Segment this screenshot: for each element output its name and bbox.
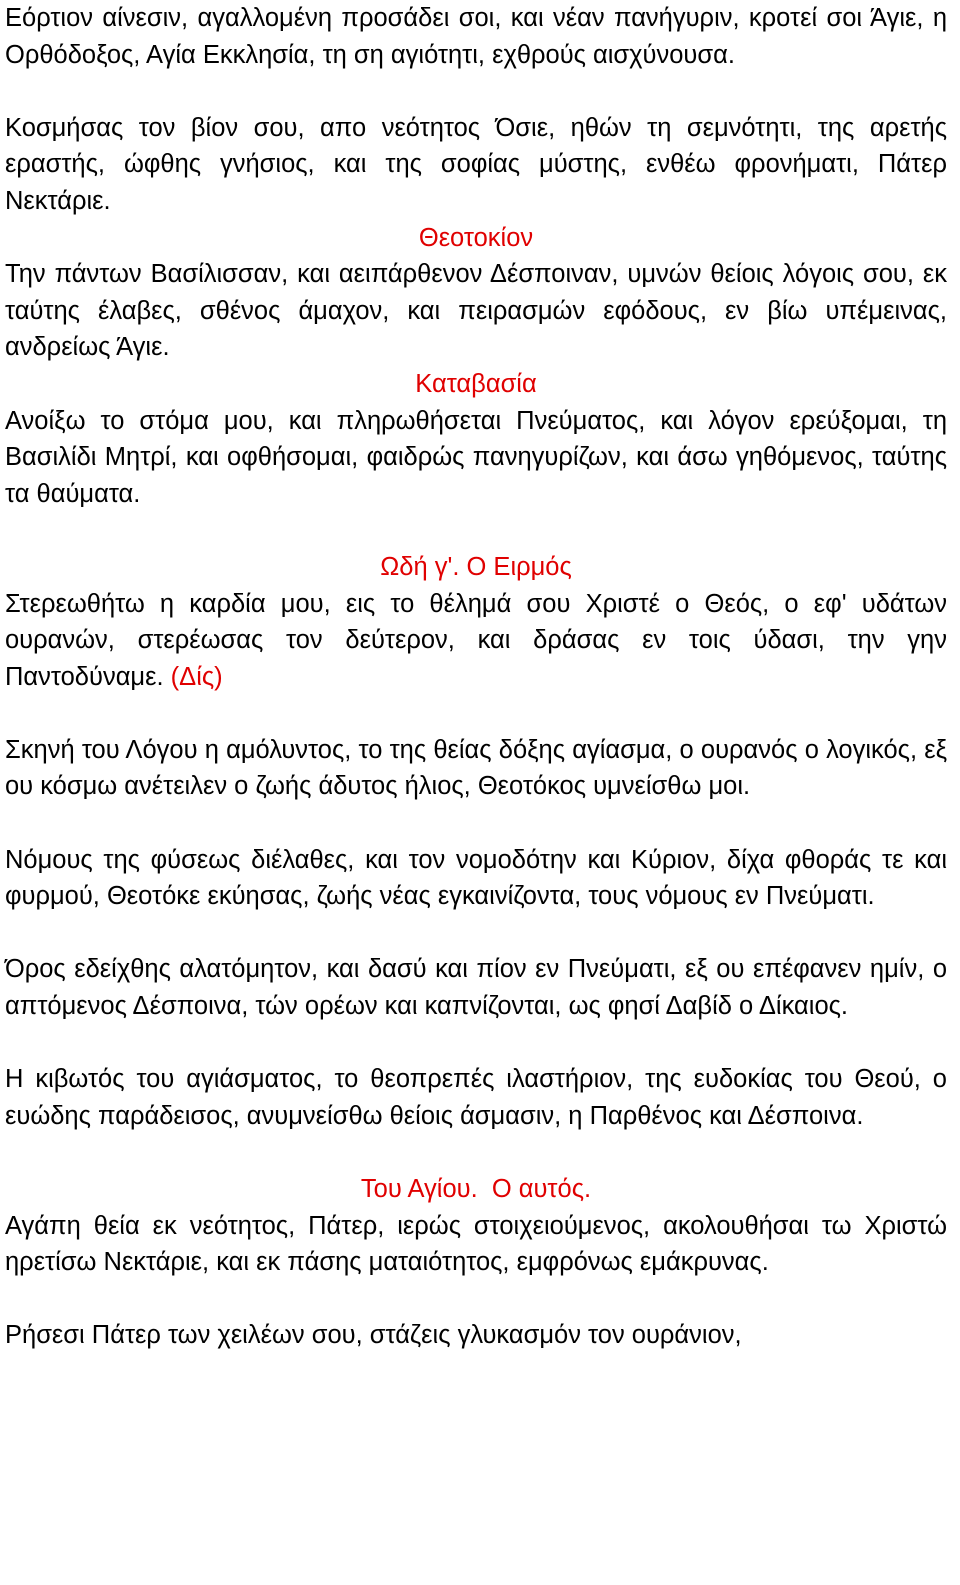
paragraph-oros: Όρος εδείχθης αλατόμητον, και δασύ και πίον εν Πνεύματι, εξ ου επέφανεν ημίν, ο απτόμενος Δέσποινα, τών ορέων και καπνίζονται, ως φησί Δαβίδ ο Δίκαιος. — [5, 955, 947, 1021]
paragraph-nomous: Νόμους της φύσεως διέλαθες, και τον νομοδότην και Κύριον, δίχα φθοράς τε και φυρμού, Θεοτόκε εκύησας, ζωής νέας εγκαινίζοντα, τους νόμους εν Πνεύματι. — [5, 845, 947, 911]
paragraph-irmos — [5, 586, 947, 696]
paragraph-kivotos: Η κιβωτός του αγιάσματος, το θεοπρεπές ιλαστήριον, της ευδοκίας του Θεού, ο ευώδης παράδεισος, ανυμνείσθω θείοις άσμασιν, η Παρθένος και Δέσποινα. — [5, 1065, 947, 1130]
paragraph-riseis: Ρήσεσι Πάτερ των χειλέων σου, στάζεις γλυκασμόν τον ουράνιον, — [5, 1321, 742, 1350]
dis-marker: (Δίς) — [170, 662, 223, 691]
blank-line — [5, 695, 947, 732]
blank-line — [5, 1281, 947, 1318]
blank-line — [5, 1025, 947, 1062]
paragraph-eortion: Εόρτιον αίνεσιν, αγαλλομένη προσάδει σοι, και νέαν πανήγυριν, κροτεί σοι Άγιε, η Ορθόδοξος, Αγία Εκκλησία, τη ση αγιότητι, εχθρούς αισχύνουσα. — [5, 4, 947, 69]
blank-line — [5, 805, 947, 842]
paragraph-katavasia: Ανοίξω το στόμα μου, και πληρωθήσεται Πνεύματος, και λόγον ερεύξομαι, τη Βασιλίδι Μητρί, και οφθήσομαι, φαιδρώς πανηγυρίζων, και άσω γηθόμενος, ταύτης τα θαύματα. — [5, 406, 947, 508]
paragraph-skini: Σκηνή του Λόγου η αμόλυντος, το της θείας δόξης αγίασμα, ο ουρανός ο λογικός, εξ ου κόσμω ανέτειλεν ο ζωής άδυτος ήλιος, Θεοτόκος υμνείσθω μοι. — [5, 735, 947, 801]
heading-katavasia: Καταβασία — [415, 369, 537, 398]
heading-tou-agiou: Του Αγίου. Ο αυτός. — [360, 1175, 592, 1203]
blank-line — [5, 73, 947, 110]
document-page — [5, 0, 947, 1354]
blank-line — [5, 1134, 947, 1171]
paragraph-kosmisas: Κοσμήσας τον βίον σου, απο νεότητος Όσιε, ηθών τη σεμνότητι, της αρετής εραστής, ώφθης γνήσιος, και της σοφίας μύστης, ενθέω φρονήματι, Πάτερ Νεκτάριε. — [5, 113, 947, 215]
heading-theotokion: Θεοτοκίον — [418, 223, 534, 252]
paragraph-agapi: Αγάπη θεία εκ νεότητος, Πάτερ, ιερώς στοιχειούμενος, ακολουθήσαι τω Χριστώ ηρετίσω Νεκτάριε, και εκ πάσης ματαιότητος, εμφρόνως εμάκρυνας. — [5, 1211, 947, 1277]
blank-line — [5, 512, 947, 549]
blank-line — [5, 915, 947, 952]
heading-ode-3-irmos: Ωδή γ'. Ο Ειρμός — [380, 552, 572, 581]
paragraph-theotokion: Την πάντων Βασίλισσαν, και αειπάρθενον Δέσποιναν, υμνών θείοις λόγοις σου, εκ ταύτης έλαβες, σθένος άμαχον, και πειρασμών εφόδους, εν βίω υπέμεινας, ανδρείως Άγιε. — [5, 260, 947, 362]
irmos-text: Στερεωθήτω η καρδία μου, εις το θέλημά σου Χριστέ ο Θεός, ο εφ' υδάτων ουρανών, στερέωσας τον δεύτερον, και δράσας εν τοις ύδασι, την γην Παντοδύναμε. — [5, 589, 947, 691]
